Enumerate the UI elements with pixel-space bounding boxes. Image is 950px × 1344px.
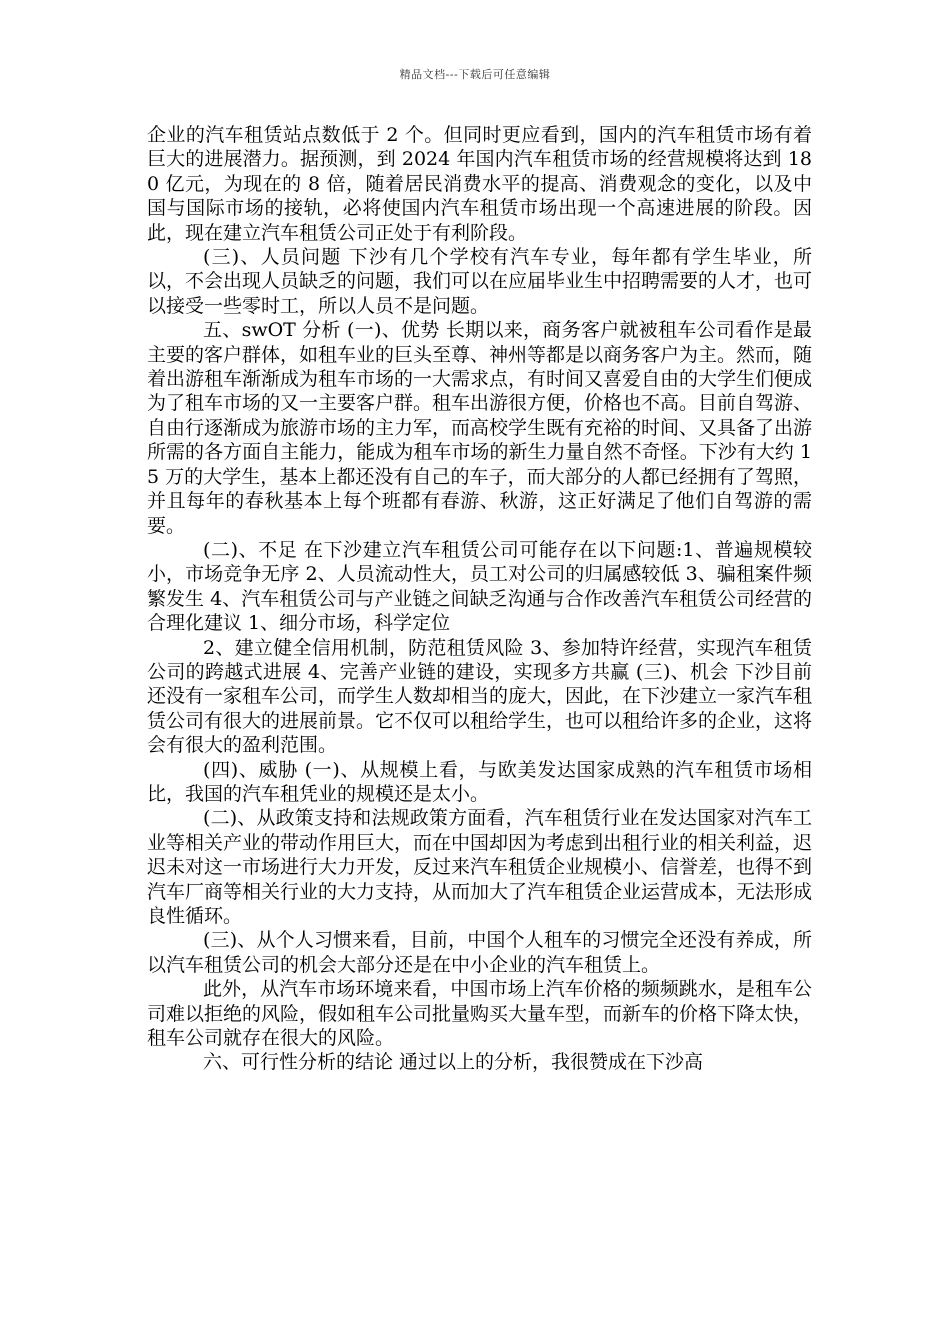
paragraph-habits: (三)、从个人习惯来看，目前，中国个人租车的习惯完全还没有养成，所以汽车租赁公司的机会大部分还是在中小企业的汽车租赁上。 bbox=[147, 929, 812, 976]
paragraph-swot-threats: (四)、威胁 (一)、从规模上看，与欧美发达国家成熟的汽车租赁市场相比，我国的汽车租凭业的规模还是太小。 bbox=[147, 758, 812, 805]
paragraph-conclusion: 六、可行性分析的结论 通过以上的分析，我很赞成在下沙高 bbox=[203, 1051, 704, 1074]
page-header: 精品文档---下载后可任意编辑 bbox=[399, 68, 551, 81]
paragraph-market-environment: 此外，从汽车市场环境来看，中国市场上汽车价格的频频跳水，是租车公司难以拒绝的风险，假如租车公司批量购买大量车型，而新车的价格下降太快，租车公司就存在很大的风险。 bbox=[147, 978, 813, 1050]
document-body bbox=[147, 123, 812, 1075]
paragraph-swot-weaknesses: (二)、不足 在下沙建立汽车租赁公司可能存在以下问题:1、普遍规模较小，市场竞争无序 2、人员流动性大，员工对公司的归属感较低 3、骗租案件频繁发生 4、汽车租赁公司与产业链之间缺乏沟通与合作改善汽车租赁公司经营的合理化建议 1、细分市场，科学定位 bbox=[147, 538, 812, 635]
paragraph-swot-opportunities: 2、建立健全信用机制，防范租赁风险 3、参加特许经营，实现汽车租赁公司的跨越式进展 4、完善产业链的建设，实现多方共赢 (三)、机会 下沙目前还没有一家租车公司，而学生人数却相当的庞大，因此，在下沙建立一家汽车租赁公司有很大的进展前景。它不仅可以租给学生，也可以租给许多的企业，这将会有很大的盈利范围。 bbox=[147, 636, 813, 757]
paragraph-market-outlook: 企业的汽车租赁站点数低于 2 个。但同时更应看到，国内的汽车租赁市场有着巨大的进展潜力。据预测，到 2024 年国内汽车租赁市场的经营规模将达到 180 亿元，为现在的 8 倍，随着居民消费水平的提高、消费观念的变化，以及中国与国际市场的接轨，必将使国内汽车租赁市场出现一个高速进展的阶段。因此，现在建立汽车租赁公司正处于有利阶段。 bbox=[147, 124, 812, 244]
paragraph-staffing: (三)、人员问题 下沙有几个学校有汽车专业，每年都有学生毕业，所以，不会出现人员缺乏的问题，我们可以在应届毕业生中招聘需要的人才，也可以接受一些零时工，所以人员不是问题。 bbox=[147, 246, 813, 317]
paragraph-swot-strengths: 五、swOT 分析 (一)、优势 长期以来，商务客户就被租车公司看作是最主要的客户群体，如租车业的巨头至尊、神州等都是以商务客户为主。然而，随着出游租车渐渐成为租车市场的一大需求点，有时间又喜爱自由的大学生们便成为了租车市场的又一主要客户群。租车出游很方便，价格也不高。目前自驾游、自由行逐渐成为旅游市场的主力军，而高校学生既有充裕的时间、又具备了出游所需的各方面自主能力，能成为租车市场的新生力量自然不奇怪。下沙有大约 15 万的大学生，基本上都还没有自己的车子，而大部分的人都已经拥有了驾照，并且每年的春秋基本上每个班都有春游、秋游，这正好满足了他们自驾游的需要。 bbox=[147, 319, 813, 537]
paragraph-policy: (二)、从政策支持和法规政策方面看，汽车租赁行业在发达国家对汽车工业等相关产业的带动作用巨大，而在中国却因为考虑到出租行业的相关利益，迟迟未对这一市场进行大力开发，反过来汽车租赁企业规模小、信誉差，也得不到汽车厂商等相关行业的大力支持，从而加大了汽车租赁企业运营成本，无法形成良性循环。 bbox=[147, 807, 813, 927]
